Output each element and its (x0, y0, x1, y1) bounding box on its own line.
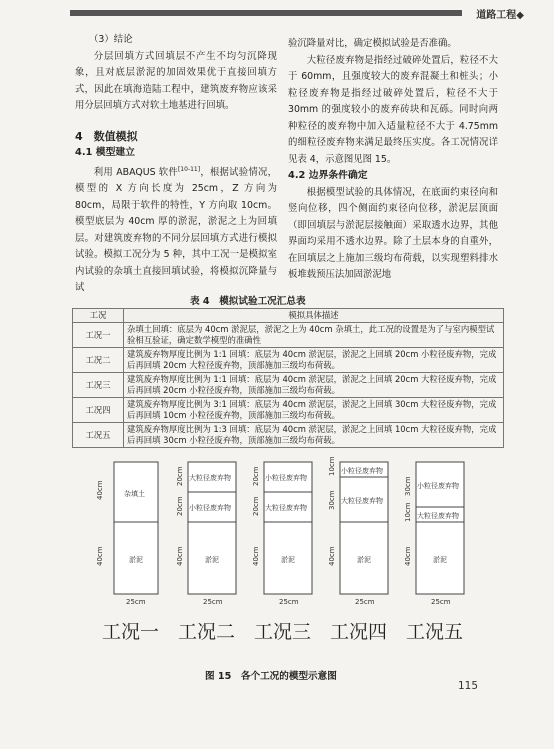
small-label: 小粒径废弃物 (417, 482, 459, 490)
small-label: 小粒径废弃物 (341, 467, 383, 475)
table-row (73, 323, 504, 348)
dim-label: 40cm (176, 546, 184, 566)
table-cell-case: 工况二 (73, 348, 124, 373)
dim-label: 10cm (404, 502, 412, 522)
table4 (72, 308, 504, 448)
dim-label: 40cm (328, 546, 336, 566)
dim-label: 40cm (404, 546, 412, 566)
page-number: 115 (458, 680, 479, 692)
model-paragraph-post: ，根据试验情况，模型的 X 方向长度为 25cm，Z 方向为 80cm，局限于软件的特性，Y 方向取 10cm。模型底层为 40cm 厚的淤泥，淤泥之上为回填层。对建筑废弃物的不同分层回填方式进行模拟试验。模拟工况分为 5 种，其中工况一是模拟室内试验的杂填土直接回填试验，将模拟沉降量与试 (75, 166, 277, 294)
large-label: 大粒径废弃物 (417, 512, 459, 520)
table-header-cell: 工况 (73, 309, 124, 323)
section42-heading: 4.2 边界条件确定 (288, 170, 368, 181)
table-cell-case: 工况四 (73, 398, 124, 423)
conclusion-paragraph: 分层回填方式回填层不产生不均匀沉降现象，且对底层淤泥的加固效果优于直接回填方式，因此在填海造陆工程中，建筑废弃物应该采用分层回填方式对软土地基进行回填。 (75, 50, 277, 111)
dim-label: 20cm (176, 496, 184, 516)
model-paragraph (75, 162, 277, 297)
silt-label: 淤泥 (281, 556, 295, 564)
table-cell-case: 工况三 (73, 373, 124, 398)
table-cell-desc: 杂填土回填：底层为 40cm 淤泥层，淤泥之上为 40cm 杂填土，此工况的设置是为了与室内模型试验相互验证，确定数学模型的准确性 (124, 323, 504, 348)
table-row (73, 373, 504, 398)
width-label: 25cm (431, 598, 451, 606)
width-label: 25cm (203, 598, 223, 606)
table-cell-case: 工况一 (73, 323, 124, 348)
large-label: 大粒径废弃物 (265, 504, 307, 512)
right-column (288, 36, 498, 284)
dim-label: 40cm (252, 546, 260, 566)
header-bar (70, 10, 462, 16)
dim-label: 20cm (252, 496, 260, 516)
table-cell-case: 工况五 (73, 423, 124, 448)
table-cell-desc: 建筑废弃物厚度比例为 1:3 回填：底层为 40cm 淤泥层，淤泥之上回填 10cm 大粒径废弃物，完成后再回填 30cm 小粒径废弃物，顶部施加三级均布荷载。 (124, 423, 504, 448)
left-column (75, 32, 277, 297)
table-row (73, 398, 504, 423)
case3-model (252, 462, 312, 643)
case-name: 工况一 (102, 621, 160, 643)
table-row (73, 423, 504, 448)
table-header-row (73, 309, 504, 323)
case-name: 工况二 (178, 621, 236, 643)
dim-label: 20cm (252, 466, 260, 486)
materials-paragraph: 大粒径废弃物是指经过破碎处置后，粒径不大于 60mm，且强度较大的废弃混凝土和桩头；小粒径废弃物是指经过破碎处置后，粒径不大于 30mm 的强度较小的废弃砖块和瓦砾。同时向两种粒径的废弃物中加入适量粒径不大于 4.75mm 的细粒径废弃物来满足最终压实度。各工况情况详见表 4，示意图见图 15。 (288, 54, 498, 165)
table-cell-desc: 建筑废弃物厚度比例为 3:1 回填：底层为 40cm 淤泥层，淤泥之上回填 30cm 大粒径废弃物，完成后再回填 10cm 小粒径废弃物，顶部施加三级均布荷载。 (124, 398, 504, 423)
case-name: 工况三 (254, 621, 312, 643)
large-label: 大粒径废弃物 (341, 497, 383, 505)
case2-model (176, 462, 236, 643)
width-label: 25cm (279, 598, 299, 606)
section4-heading: 4 数值模拟 (75, 129, 138, 143)
case-name: 工况四 (330, 621, 388, 643)
width-label: 25cm (126, 598, 146, 606)
section41-heading: 4.1 模型建立 (75, 147, 135, 158)
dim-label: 30cm (404, 476, 412, 496)
dim-label: 40cm (96, 480, 104, 500)
figure15-diagram (88, 448, 488, 660)
case-name: 工况五 (406, 621, 464, 643)
table-cell-desc: 建筑废弃物厚度比例为 1:1 回填：底层为 40cm 淤泥层，淤泥之上回填 20cm 大粒径废弃物，完成后再回填 20cm 小粒径废弃物，顶部施加三级均布荷载。 (124, 373, 504, 398)
fill-label: 杂填土 (124, 490, 145, 498)
silt-label: 淤泥 (357, 556, 371, 564)
dim-label: 20cm (176, 466, 184, 486)
continued-paragraph: 验沉降量对比，确定模拟试验是否准确。 (288, 38, 457, 49)
table4-caption: 表 4 模拟试验工况汇总表 (190, 296, 306, 307)
silt-label: 淤泥 (433, 556, 447, 564)
model-paragraph-pre: 利用 ABAQUS 软件 (93, 166, 178, 178)
boundary-paragraph: 根据模型试验的具体情况，在底面约束径向和竖向位移，四个侧面约束径向位移，淤泥层顶面（即回填层与淤泥层接触面）采取透水边界，其他界面均采用不透水边界。除了土层本身的自重外，在回填层之上施加三级均布荷载，以实现塑料排水板堆载预压法加固淤泥地 (288, 186, 498, 280)
table-row (73, 348, 504, 373)
section3-heading: （3）结论 (89, 34, 133, 45)
figure15-caption: 图 15 各个工况的模型示意图 (205, 671, 337, 682)
table-header-cell: 模拟具体描述 (124, 309, 504, 323)
small-label: 小粒径废弃物 (265, 474, 307, 482)
silt-label: 淤泥 (205, 556, 219, 564)
dim-label: 40cm (96, 546, 104, 566)
dim-label: 30cm (328, 490, 336, 510)
large-label: 大粒径废弃物 (189, 474, 231, 482)
citation: [10-11] (177, 165, 201, 173)
table-cell-desc: 建筑废弃物厚度比例为 1:1 回填：底层为 40cm 淤泥层，淤泥之上回填 20cm 小粒径废弃物，完成后再回填 20cm 大粒径废弃物，顶部施加三级均布荷载。 (124, 348, 504, 373)
journal-title: 道路工程◆ (476, 10, 524, 21)
silt-label: 淤泥 (129, 556, 143, 564)
case4-model (328, 456, 388, 643)
case1-model (96, 462, 159, 643)
small-label: 小粒径废弃物 (189, 504, 231, 512)
dim-label: 10cm (328, 456, 336, 476)
case5-model (404, 462, 464, 643)
width-label: 25cm (355, 598, 375, 606)
